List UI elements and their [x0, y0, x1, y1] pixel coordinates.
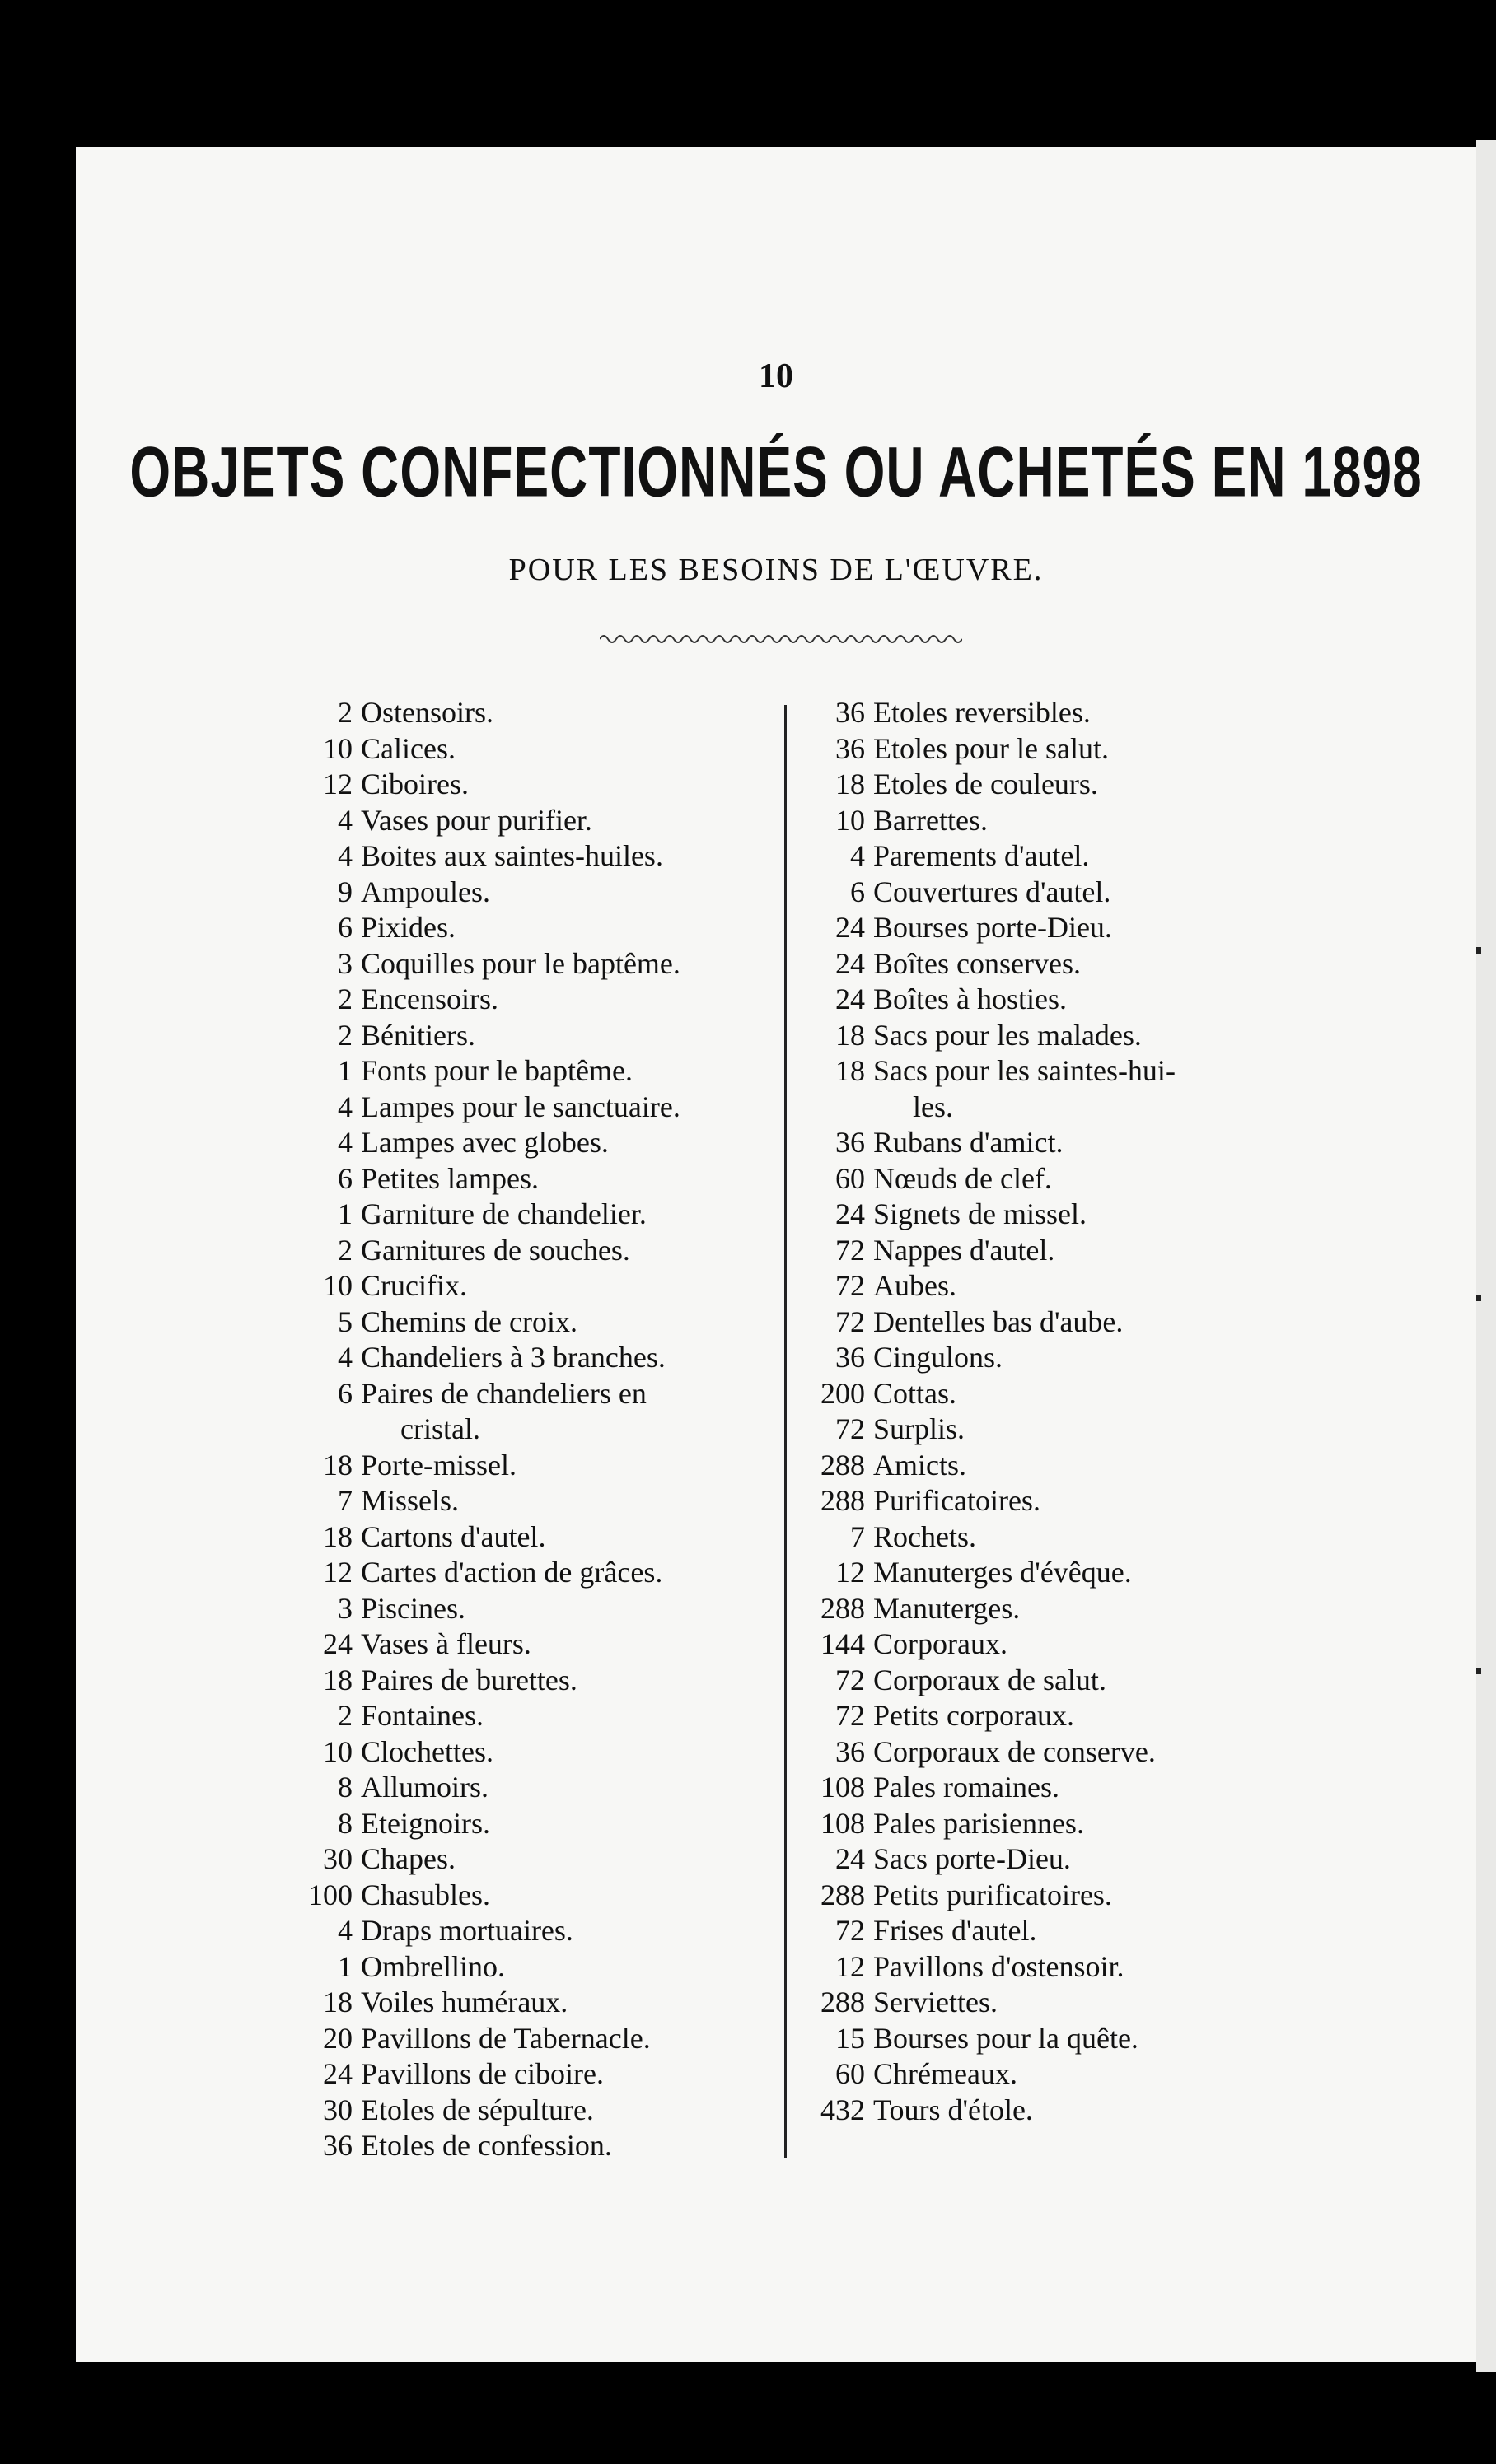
- item-label: Nœuds de clef.: [873, 1161, 1052, 1195]
- list-item: [290, 1233, 776, 1269]
- list-item: [797, 1555, 1366, 1591]
- item-quantity: 5: [338, 1304, 353, 1338]
- item-label: Ampoules.: [361, 875, 490, 908]
- item-quantity: 60: [835, 2057, 865, 2090]
- item-label: Lampes pour le sanctuaire.: [361, 1090, 680, 1123]
- item-quantity: 6: [338, 1376, 353, 1410]
- list-item: [290, 1340, 776, 1376]
- list-item: [797, 2056, 1366, 2093]
- item-label: Piscines.: [361, 1591, 466, 1625]
- item-label: Cartons d'autel.: [361, 1519, 546, 1553]
- list-item: [290, 1878, 776, 1914]
- list-item: [797, 1125, 1366, 1161]
- list-item: [797, 1770, 1366, 1806]
- item-quantity: 36: [835, 696, 865, 729]
- item-quantity: 18: [323, 1519, 353, 1553]
- list-item: [797, 1053, 1366, 1090]
- list-item: [290, 1698, 776, 1734]
- item-quantity: 72: [835, 1699, 865, 1732]
- item-quantity: 1: [338, 1949, 353, 1983]
- list-item: [797, 838, 1366, 875]
- item-label: Boîtes conserves.: [873, 946, 1081, 980]
- list-item: [290, 982, 776, 1018]
- item-quantity: 72: [835, 1269, 865, 1302]
- item-quantity: 18: [835, 1054, 865, 1087]
- list-item: [797, 1913, 1366, 1949]
- item-label: Manuterges d'évêque.: [873, 1556, 1132, 1589]
- item-label: Ciboires.: [361, 768, 469, 800]
- item-label: Tours d'étole.: [873, 2093, 1033, 2126]
- list-item: [290, 731, 776, 768]
- list-item: [797, 1018, 1366, 1054]
- item-quantity: 18: [323, 1986, 353, 2018]
- list-item: [290, 1304, 776, 1341]
- item-label: Voiles huméraux.: [361, 1986, 568, 2018]
- item-quantity: 12: [323, 1556, 353, 1589]
- list-item: [290, 1161, 776, 1197]
- item-label: Paires de burettes.: [361, 1663, 577, 1696]
- item-label: Cartes d'action de grâces.: [361, 1556, 663, 1589]
- list-item: [290, 1448, 776, 1484]
- item-label: Corporaux de conserve.: [873, 1734, 1156, 1768]
- item-label: Pavillons de Tabernacle.: [361, 2021, 651, 2055]
- list-item: [797, 1949, 1366, 1986]
- item-quantity: 1: [338, 1197, 353, 1230]
- item-label: Sacs pour les malades.: [873, 1018, 1142, 1052]
- list-item: [290, 1555, 776, 1591]
- item-quantity: 4: [338, 839, 353, 872]
- list-item: [290, 1018, 776, 1054]
- item-label: Paires de chandeliers en: [361, 1376, 647, 1410]
- item-quantity: 2: [338, 1233, 353, 1267]
- list-item: [797, 1519, 1366, 1556]
- item-quantity: 108: [820, 1771, 865, 1804]
- item-quantity: 6: [338, 911, 353, 944]
- item-quantity: 200: [820, 1376, 865, 1410]
- item-label: Manuterges.: [873, 1591, 1021, 1625]
- list-item: [797, 803, 1366, 839]
- page-title: OBJETS CONFECTIONNÉS OU ACHETÉS EN 1898: [129, 432, 1423, 512]
- list-item: [797, 1806, 1366, 1842]
- item-label: Eteignoirs.: [361, 1806, 490, 1840]
- list-item: [797, 695, 1366, 731]
- item-quantity: 4: [338, 803, 353, 837]
- item-quantity: 24: [323, 2057, 353, 2090]
- item-quantity: 4: [338, 1090, 353, 1123]
- item-label: Calices.: [361, 731, 456, 765]
- item-label: Serviettes.: [873, 1986, 998, 2018]
- item-label: Vases à fleurs.: [361, 1627, 531, 1660]
- item-label: Bourses porte-Dieu.: [873, 911, 1112, 944]
- item-quantity: 24: [835, 1842, 865, 1875]
- item-label: Sacs porte-Dieu.: [873, 1842, 1071, 1875]
- item-quantity: 10: [323, 731, 353, 765]
- left-item-list: [290, 695, 776, 2164]
- item-quantity: 288: [820, 1484, 865, 1517]
- item-label: Rubans d'amict.: [873, 1126, 1064, 1159]
- item-quantity: 288: [820, 1878, 865, 1911]
- item-label: cristal.: [400, 1412, 480, 1445]
- list-item: [797, 1090, 1366, 1126]
- list-item: [290, 2021, 776, 2057]
- item-quantity: 72: [835, 1412, 865, 1445]
- item-label: Corporaux de salut.: [873, 1663, 1106, 1696]
- item-label: Garniture de chandelier.: [361, 1197, 647, 1230]
- item-label: Dentelles bas d'aube.: [873, 1304, 1124, 1338]
- item-quantity: 7: [850, 1519, 865, 1553]
- list-item: [797, 910, 1366, 946]
- list-item: [290, 767, 776, 803]
- list-item: [290, 1268, 776, 1304]
- item-label: Cottas.: [873, 1376, 957, 1410]
- item-label: Etoles de couleurs.: [873, 768, 1098, 800]
- item-quantity: 36: [835, 1734, 865, 1768]
- item-quantity: 20: [323, 2021, 353, 2055]
- list-item: [290, 2056, 776, 2093]
- page-subtitle: POUR LES BESOINS DE L'ŒUVRE.: [508, 553, 1044, 587]
- list-item: [290, 1197, 776, 1233]
- adjacent-page-edge: [1476, 140, 1496, 2372]
- item-quantity: 36: [835, 1126, 865, 1159]
- item-quantity: 12: [835, 1949, 865, 1983]
- item-label: Etoles de sépulture.: [361, 2093, 594, 2126]
- item-label: Aubes.: [873, 1269, 956, 1302]
- list-item: [797, 1304, 1366, 1341]
- item-quantity: 36: [835, 731, 865, 765]
- item-quantity: 3: [338, 1591, 353, 1625]
- list-item: [797, 1878, 1366, 1914]
- item-quantity: 144: [820, 1627, 865, 1660]
- item-label: Pixides.: [361, 911, 456, 944]
- list-item: [290, 1376, 776, 1412]
- item-quantity: 72: [835, 1304, 865, 1338]
- item-label: Chasubles.: [361, 1878, 490, 1911]
- list-item: [797, 1985, 1366, 2021]
- list-item: [290, 1053, 776, 1090]
- item-quantity: [290, 1412, 361, 1448]
- item-quantity: 24: [323, 1627, 353, 1660]
- item-label: Lampes avec globes.: [361, 1126, 609, 1159]
- item-quantity: 8: [338, 1806, 353, 1840]
- item-quantity: 4: [338, 1341, 353, 1374]
- document-page: [76, 147, 1476, 2362]
- item-quantity: 24: [835, 982, 865, 1015]
- list-item: [290, 1806, 776, 1842]
- wavy-ornament-divider: [600, 631, 962, 647]
- item-label: Barrettes.: [873, 803, 988, 837]
- item-label: Clochettes.: [361, 1734, 493, 1768]
- list-item: [290, 695, 776, 731]
- list-item: [290, 1770, 776, 1806]
- item-label: Boîtes à hosties.: [873, 982, 1067, 1015]
- list-item: [290, 1949, 776, 1986]
- list-item: [797, 1268, 1366, 1304]
- item-quantity: 4: [850, 839, 865, 872]
- list-item: [797, 1483, 1366, 1519]
- list-item: [290, 1985, 776, 2021]
- item-label: Pavillons de ciboire.: [361, 2057, 604, 2090]
- item-label: Corporaux.: [873, 1627, 1007, 1660]
- list-item: [797, 1626, 1366, 1663]
- item-label: les.: [913, 1090, 953, 1123]
- list-item: [290, 803, 776, 839]
- list-item: [797, 982, 1366, 1018]
- item-label: Crucifix.: [361, 1269, 467, 1302]
- list-item: [797, 1340, 1366, 1376]
- list-item: [290, 1734, 776, 1771]
- item-label: Coquilles pour le baptême.: [361, 946, 680, 980]
- list-item: [290, 1591, 776, 1627]
- list-item: [797, 1412, 1366, 1448]
- list-item: [797, 1591, 1366, 1627]
- item-quantity: 12: [835, 1556, 865, 1589]
- item-label: Couvertures d'autel.: [873, 875, 1111, 908]
- item-quantity: 10: [323, 1269, 353, 1302]
- item-quantity: 4: [338, 1126, 353, 1159]
- item-label: Porte-missel.: [361, 1448, 517, 1482]
- item-quantity: 18: [835, 768, 865, 800]
- item-quantity: 288: [820, 1591, 865, 1625]
- item-label: Boites aux saintes-huiles.: [361, 839, 663, 872]
- item-quantity: 12: [323, 768, 353, 800]
- item-quantity: 4: [338, 1914, 353, 1947]
- list-item: [797, 1197, 1366, 1233]
- list-item: [797, 1448, 1366, 1484]
- list-item: [290, 838, 776, 875]
- item-label: Pales romaines.: [873, 1771, 1059, 1804]
- item-quantity: 36: [835, 1341, 865, 1374]
- list-item: [290, 1483, 776, 1519]
- item-quantity: 3: [338, 946, 353, 980]
- item-label: Allumoirs.: [361, 1771, 489, 1804]
- item-label: Purificatoires.: [873, 1484, 1040, 1517]
- item-quantity: 60: [835, 1161, 865, 1195]
- list-item: [290, 1663, 776, 1699]
- item-quantity: 18: [835, 1018, 865, 1052]
- column-divider: [784, 705, 787, 2158]
- list-item: [797, 1734, 1366, 1771]
- list-item: [797, 1233, 1366, 1269]
- list-item: [797, 1698, 1366, 1734]
- item-label: Parements d'autel.: [873, 839, 1090, 872]
- item-quantity: 1: [338, 1054, 353, 1087]
- item-quantity: 30: [323, 2093, 353, 2126]
- item-label: Chemins de croix.: [361, 1304, 577, 1338]
- item-quantity: 10: [323, 1734, 353, 1768]
- list-item: [290, 2093, 776, 2129]
- item-label: Draps mortuaires.: [361, 1914, 573, 1947]
- item-label: Chandeliers à 3 branches.: [361, 1341, 666, 1374]
- list-item: [797, 946, 1366, 982]
- item-quantity: 24: [835, 911, 865, 944]
- item-quantity: 432: [820, 2093, 865, 2126]
- right-item-list: [797, 695, 1366, 2128]
- item-quantity: 9: [338, 875, 353, 908]
- item-label: Ostensoirs.: [361, 696, 493, 729]
- item-label: Frises d'autel.: [873, 1914, 1037, 1947]
- list-item: [797, 731, 1366, 768]
- list-item: [290, 1090, 776, 1126]
- list-item: [797, 767, 1366, 803]
- item-quantity: 18: [323, 1448, 353, 1482]
- item-label: Rochets.: [873, 1519, 976, 1553]
- item-label: Petits corporaux.: [873, 1699, 1074, 1732]
- list-item: [290, 2128, 776, 2164]
- item-quantity: 2: [338, 1699, 353, 1732]
- item-quantity: 24: [835, 1197, 865, 1230]
- item-quantity: 288: [820, 1986, 865, 2018]
- item-label: Cingulons.: [873, 1341, 1003, 1374]
- item-label: Vases pour purifier.: [361, 803, 592, 837]
- list-item: [797, 2021, 1366, 2057]
- item-quantity: [797, 1090, 873, 1126]
- item-label: Petits purificatoires.: [873, 1878, 1112, 1911]
- list-item: [290, 875, 776, 911]
- item-label: Surplis.: [873, 1412, 965, 1445]
- item-quantity: 100: [308, 1878, 353, 1911]
- item-quantity: 6: [338, 1161, 353, 1195]
- item-label: Etoles reversibles.: [873, 696, 1091, 729]
- item-label: Chapes.: [361, 1842, 456, 1875]
- list-item: [797, 1161, 1366, 1197]
- item-label: Encensoirs.: [361, 982, 498, 1015]
- list-item: [290, 1519, 776, 1556]
- item-quantity: 7: [338, 1484, 353, 1517]
- list-item: [290, 1913, 776, 1949]
- item-quantity: 72: [835, 1233, 865, 1267]
- list-item: [797, 2093, 1366, 2129]
- item-label: Amicts.: [873, 1448, 966, 1482]
- list-item: [290, 1412, 776, 1448]
- item-label: Fontaines.: [361, 1699, 484, 1732]
- list-item: [797, 1841, 1366, 1878]
- item-label: Sacs pour les saintes-hui-: [873, 1054, 1176, 1087]
- item-label: Chrémeaux.: [873, 2057, 1017, 2090]
- list-item: [290, 1125, 776, 1161]
- list-item: [797, 1376, 1366, 1412]
- item-label: Pavillons d'ostensoir.: [873, 1949, 1124, 1983]
- list-item: [290, 910, 776, 946]
- item-label: Etoles pour le salut.: [873, 731, 1109, 765]
- item-quantity: 18: [323, 1663, 353, 1696]
- list-item: [797, 1663, 1366, 1699]
- item-quantity: 10: [835, 803, 865, 837]
- item-label: Nappes d'autel.: [873, 1233, 1055, 1267]
- item-quantity: 8: [338, 1771, 353, 1804]
- item-quantity: 30: [323, 1842, 353, 1875]
- item-quantity: 36: [323, 2129, 353, 2162]
- list-item: [797, 875, 1366, 911]
- item-quantity: 72: [835, 1663, 865, 1696]
- item-label: Missels.: [361, 1484, 460, 1517]
- page-number: 10: [759, 357, 793, 395]
- item-label: Bourses pour la quête.: [873, 2021, 1138, 2055]
- item-quantity: 72: [835, 1914, 865, 1947]
- item-label: Etoles de confession.: [361, 2129, 612, 2162]
- item-label: Fonts pour le baptême.: [361, 1054, 633, 1087]
- item-quantity: 2: [338, 982, 353, 1015]
- item-quantity: 15: [835, 2021, 865, 2055]
- item-label: Signets de missel.: [873, 1197, 1087, 1230]
- item-quantity: 2: [338, 1018, 353, 1052]
- item-label: Ombrellino.: [361, 1949, 505, 1983]
- list-item: [290, 946, 776, 982]
- item-quantity: 108: [820, 1806, 865, 1840]
- item-label: Pales parisiennes.: [873, 1806, 1084, 1840]
- item-label: Garnitures de souches.: [361, 1233, 630, 1267]
- list-item: [290, 1841, 776, 1878]
- item-quantity: 288: [820, 1448, 865, 1482]
- item-label: Petites lampes.: [361, 1161, 539, 1195]
- item-quantity: 24: [835, 946, 865, 980]
- item-quantity: 2: [338, 696, 353, 729]
- item-quantity: 6: [850, 875, 865, 908]
- item-label: Bénitiers.: [361, 1018, 475, 1052]
- list-item: [290, 1626, 776, 1663]
